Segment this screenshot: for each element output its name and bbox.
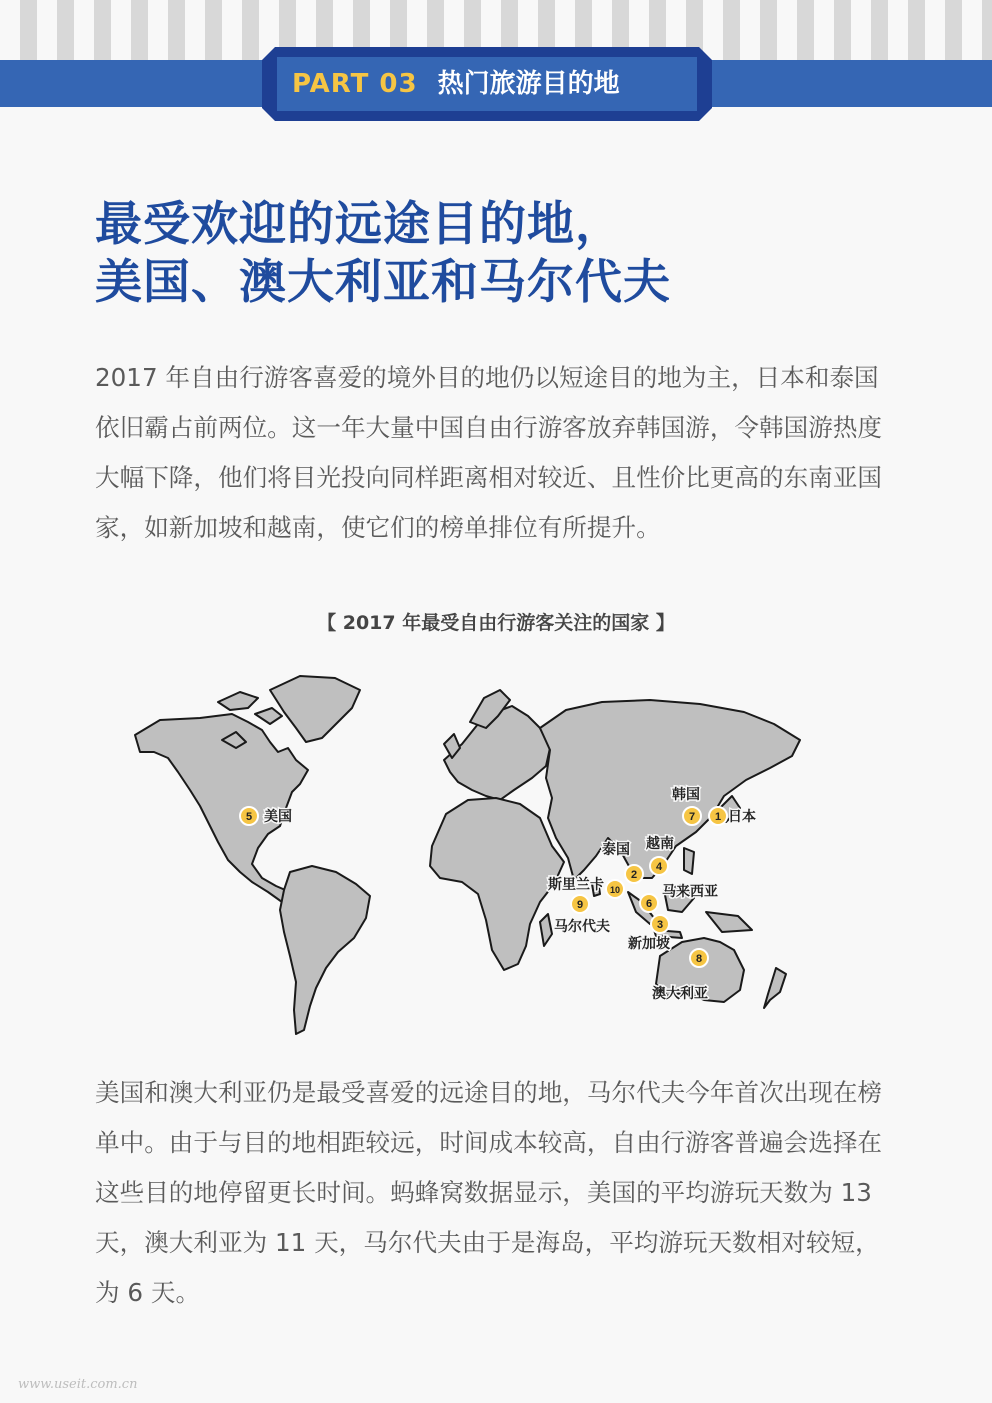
map-marker-rank: 5 (245, 811, 253, 823)
map-country-label: 泰国 (602, 841, 630, 857)
map-marker-rank: 7 (688, 811, 696, 823)
map-marker-rank: 4 (655, 861, 663, 873)
landmass-canada-islands (218, 692, 258, 710)
map-marker-rank: 8 (695, 953, 703, 965)
heading-line-1: 最受欢迎的远途目的地， (95, 197, 623, 252)
map-marker-rank: 3 (656, 919, 664, 931)
landmass-madagascar (540, 914, 552, 946)
watermark: www.useit.com.cn (18, 1377, 138, 1392)
map-marker-rank: 9 (576, 899, 584, 911)
landmass-south-america (280, 866, 370, 1034)
map-country-label: 新加坡 (628, 935, 670, 951)
map-marker-rank: 10 (609, 885, 621, 895)
map-country-label: 韩国 (672, 786, 700, 802)
map-country-label: 日本 (728, 808, 756, 824)
map-country-label: 澳大利亚 (652, 985, 708, 1001)
landmass-philippines (684, 848, 694, 874)
closing-paragraph: 美国和澳大利亚仍是最受喜爱的远途目的地，马尔代夫今年首次出现在榜单中。由于与目的地相距较远，时间成本较高，自由行游客普遍会选择在这些目的地停留更长时间。蚂蜂窝数据显示，美国的平均游玩天数为 13 天，澳大利亚为 11 天，马尔代夫由于是海岛，平均游玩天数相对较短，为 6 天。 (95, 1078, 883, 1307)
landmass-new-zealand (764, 968, 786, 1008)
map-marker-rank: 1 (714, 811, 722, 823)
map-title: 【 2017 年最受自由行游客关注的国家 】 (317, 612, 675, 634)
intro-paragraph: 2017 年自由行游客喜爱的境外目的地仍以短途目的地为主，日本和泰国依旧霸占前两位。这一年大量中国自由行游客放弃韩国游，令韩国游热度大幅下降，他们将目光投向同样距离相对较近、且性价比更高的东南亚国家，如新加坡和越南，使它们的榜单排位有所提升。 (95, 363, 883, 542)
map-country-label: 马来西亚 (662, 883, 718, 899)
map-marker-rank: 6 (645, 898, 653, 910)
part-label: PART 03 (292, 69, 418, 99)
heading-line-2: 美国、澳大利亚和马尔代夫 (95, 255, 671, 310)
map-country-label: 美国 (264, 808, 292, 824)
map-marker-rank: 2 (630, 869, 638, 881)
map-country-label: 越南 (646, 835, 674, 851)
map-country-label: 马尔代夫 (554, 918, 610, 934)
landmass-europe (444, 706, 550, 800)
section-title: 热门旅游目的地 (437, 69, 620, 99)
landmass-new-guinea (706, 912, 752, 932)
landmass-greenland (270, 676, 360, 742)
landmass-asia (540, 700, 800, 880)
map-country-label: 斯里兰卡 (548, 876, 604, 892)
